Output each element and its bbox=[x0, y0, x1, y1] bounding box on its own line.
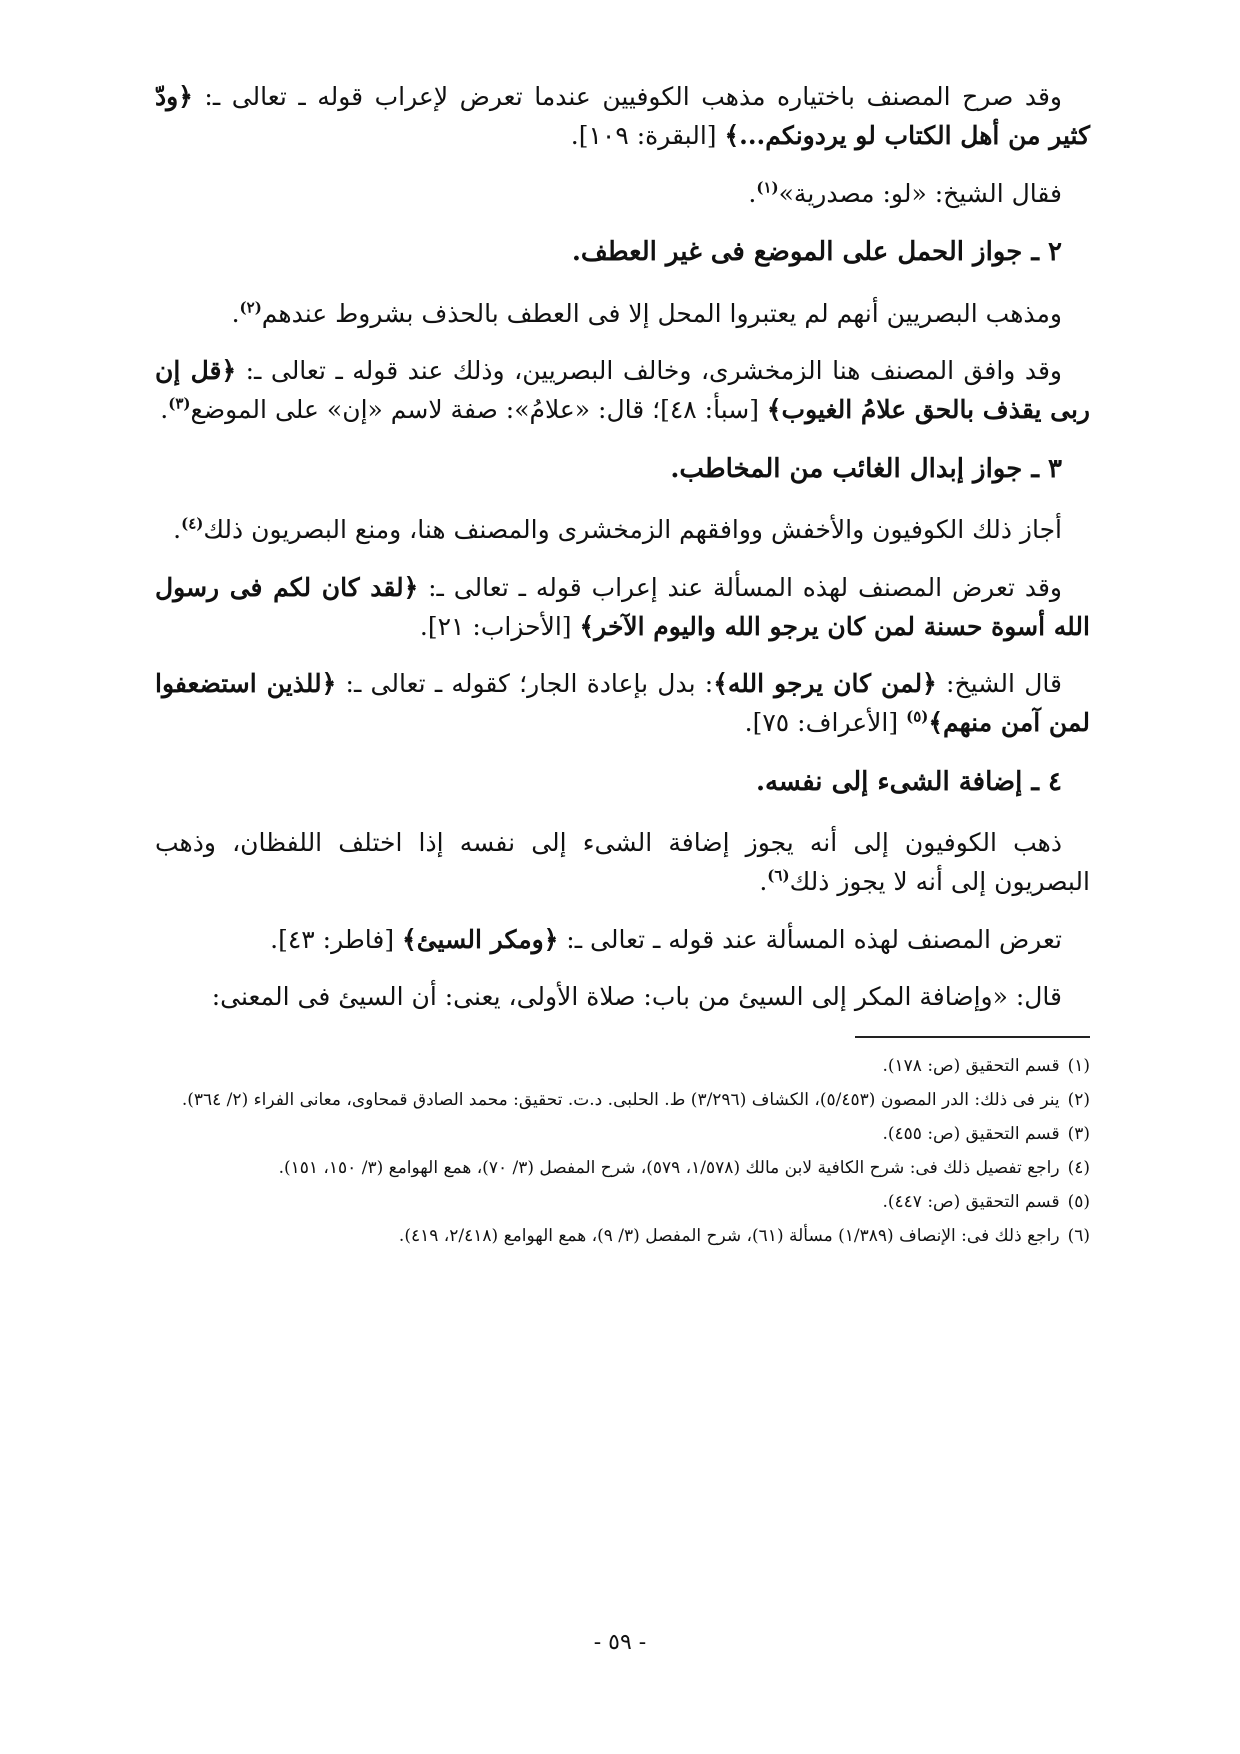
footnote-item bbox=[155, 1188, 1090, 1216]
paragraph-3 bbox=[155, 295, 1090, 334]
paragraph-8-end: . bbox=[759, 866, 768, 896]
section-heading-3: ٣ ـ جواز إبدال الغائب من المخاطب. bbox=[670, 453, 1062, 484]
verse-reference: [الأحزاب: ٢١]. bbox=[419, 611, 580, 641]
footnote-text: قسم التحقيق (ص: ٤٤٧). bbox=[882, 1192, 1060, 1213]
verse-reference: [الأعراف: ٧٥]. bbox=[744, 708, 907, 738]
footnote-number: (٢) bbox=[1067, 1090, 1090, 1111]
paragraph-2 bbox=[155, 175, 1090, 214]
footnote-number: (٦) bbox=[1067, 1226, 1090, 1247]
footnote-text: ينر فى ذلك: الدر المصون (٥/٤٥٣)، الكشاف (٣/٢٩٦) ط. الحلبى. د.ت. تحقيق: محمد الصادق قمحاوى، معانى الفراء (٢/ ٣٦٤). bbox=[181, 1090, 1060, 1111]
paragraph-3-end: . bbox=[231, 298, 240, 328]
paragraph-2-text: فقال الشيخ: «لو: مصدرية» bbox=[778, 178, 1062, 208]
paragraph-7 bbox=[155, 665, 1090, 743]
footnote-text: راجع ذلك فى: الإنصاف (١/٣٨٩) مسألة (٦١)، شرح المفصل (٣/ ٩)، همع الهوامع (٢/٤١٨، ٤١٩). bbox=[398, 1226, 1060, 1247]
quran-verse: ﴿لقد كان لكم فى رسول الله أسوة حسنة لمن كان يرجو الله واليوم الآخر﴾ bbox=[155, 572, 1090, 641]
paragraph-6-text: وقد تعرض المصنف لهذه المسألة عند إعراب قوله ـ تعالى ـ: bbox=[418, 572, 1062, 602]
footnote-ref-1: (١) bbox=[756, 178, 779, 197]
paragraph-10: قال: «وإضافة المكر إلى السيئ من باب: صلاة الأولى، يعنى: أن السيئ فى المعنى: bbox=[211, 982, 1062, 1012]
quran-verse: ﴿ودّ كثير من أهل الكتاب لو يردونكم...﴾ bbox=[155, 82, 1090, 150]
quran-verse: ﴿قل إن ربى يقذف بالحق علامُ الغيوب﴾ bbox=[155, 356, 1090, 425]
paragraph-9 bbox=[155, 921, 1090, 960]
footnote-ref-3: (٣) bbox=[168, 394, 191, 413]
paragraph-7-text: قال الشيخ: bbox=[936, 669, 1062, 699]
paragraph-3-text: ومذهب البصريين أنهم لم يعتبروا المحل إلا فى العطف بالحذف بشروط عندهم bbox=[261, 298, 1062, 328]
verse-reference: [البقرة: ١٠٩]. bbox=[570, 120, 725, 150]
paragraph-4-end: . bbox=[160, 395, 169, 425]
footnote-number: (٤) bbox=[1067, 1158, 1090, 1179]
section-heading-4: ٤ ـ إضافة الشىء إلى نفسه. bbox=[755, 766, 1062, 797]
paragraph-5-text: أجاز ذلك الكوفيون والأخفش ووافقهم الزمخشرى والمصنف هنا، ومنع البصريون ذلك bbox=[203, 515, 1062, 545]
paragraph-4-text: وقد وافق المصنف هنا الزمخشرى، وخالف البصريين، وذلك عند قوله ـ تعالى ـ: bbox=[236, 356, 1063, 386]
paragraph-5 bbox=[155, 511, 1090, 550]
footnote-item bbox=[155, 1086, 1090, 1114]
footnote-number: (١) bbox=[1067, 1056, 1090, 1077]
quran-verse: ﴿ومكر السيئ﴾ bbox=[402, 924, 559, 954]
footnote-text: راجع تفصيل ذلك فى: شرح الكافية لابن مالك (١/٥٧٨، ٥٧٩)، شرح المفصل (٣/ ٧٠)، همع الهوامع (٣/ ١٥٠، ١٥١). bbox=[278, 1158, 1060, 1179]
paragraph-4-text-2: [سبأ: ٤٨]؛ قال: «علامُ»: صفة لاسم «إن» على الموضع bbox=[190, 395, 767, 425]
paragraph-5-end: . bbox=[173, 515, 182, 545]
footnote-item bbox=[155, 1154, 1090, 1182]
footnote-ref-6: (٦) bbox=[767, 866, 790, 885]
footnotes-section bbox=[155, 1052, 1090, 1250]
footnote-item bbox=[155, 1222, 1090, 1250]
section-heading-2: ٢ ـ جواز الحمل على الموضع فى غير العطف. bbox=[571, 237, 1062, 268]
footnote-ref-2: (٢) bbox=[239, 298, 262, 317]
paragraph-9-text: تعرض المصنف لهذه المسألة عند قوله ـ تعالى ـ: bbox=[558, 924, 1062, 954]
verse-reference: [فاطر: ٤٣]. bbox=[270, 924, 403, 954]
paragraph-2-end: . bbox=[748, 178, 757, 208]
paragraph-1 bbox=[155, 78, 1090, 156]
paragraph-6 bbox=[155, 569, 1090, 647]
footnote-number: (٣) bbox=[1067, 1124, 1090, 1145]
paragraph-1-text: وقد صرح المصنف باختياره مذهب الكوفيين عندما تعرض لإعراب قوله ـ تعالى ـ: bbox=[192, 82, 1062, 111]
footnote-text: قسم التحقيق (ص: ١٧٨). bbox=[882, 1056, 1060, 1077]
footnote-ref-5: (٥) bbox=[906, 707, 929, 726]
page-number: - ٥٩ - bbox=[593, 1630, 647, 1655]
footnote-item bbox=[155, 1052, 1090, 1080]
paragraph-8 bbox=[155, 824, 1090, 902]
document-page bbox=[155, 78, 1090, 1256]
quran-verse: ﴿لمن كان يرجو الله﴾ bbox=[713, 669, 937, 699]
quran-verse: ﴿للذين استضعفوا لمن آمن منهم﴾ bbox=[155, 669, 1090, 738]
footnote-divider bbox=[855, 1036, 1090, 1038]
paragraph-8-text: ذهب الكوفيون إلى أنه يجوز إضافة الشىء إلى نفسه إذا اختلف اللفظان، وذهب البصريون إلى أنه لا يجوز ذلك bbox=[155, 828, 1090, 896]
footnote-number: (٥) bbox=[1067, 1192, 1090, 1213]
footnote-item bbox=[155, 1120, 1090, 1148]
footnote-ref-4: (٤) bbox=[181, 514, 204, 533]
main-text bbox=[155, 78, 1090, 1017]
paragraph-4 bbox=[155, 352, 1090, 430]
footnote-text: قسم التحقيق (ص: ٤٥٥). bbox=[882, 1124, 1060, 1145]
paragraph-7-text-2: : بدل بإعادة الجار؛ كقوله ـ تعالى ـ: bbox=[336, 669, 714, 699]
